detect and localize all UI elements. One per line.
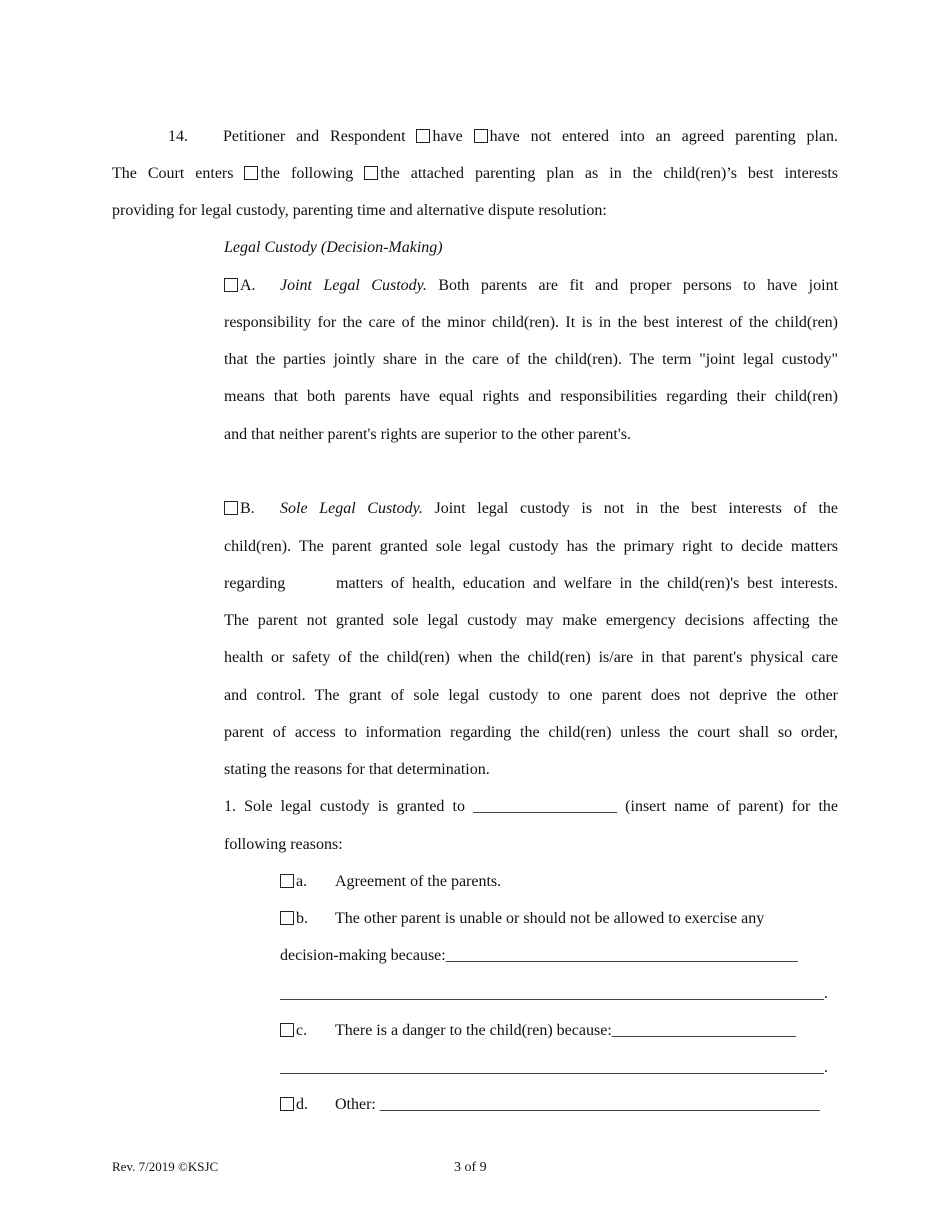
para14-line2: The Court enters the following the attached parenting plan as in the child(ren)’s best interests	[112, 165, 838, 182]
have-checkbox[interactable]	[416, 129, 430, 143]
para14-line3: providing for legal custody, parenting time and alternative dispute resolution:	[112, 202, 607, 219]
reason-c-line2[interactable]: ____________________________________________________________________.	[280, 1059, 828, 1076]
joint-line4: means that both parents have equal rights and responsibilities regarding their child(ren)	[224, 388, 838, 405]
reason-b-line2[interactable]: decision-making because:____________________________________________	[280, 947, 798, 964]
section-heading: Legal Custody (Decision-Making)	[224, 239, 443, 256]
joint-line2: responsibility for the care of the minor child(ren). It is in the best interest of the child(ren)	[224, 314, 838, 331]
joint-title: Joint Legal Custody.	[280, 277, 427, 294]
joint-custody-checkbox[interactable]	[224, 278, 238, 292]
sole-line7: parent of access to information regarding the child(ren) unless the court shall so order,	[224, 724, 838, 741]
sole-line4: The parent not granted sole legal custody may make emergency decisions affecting the	[224, 612, 838, 629]
joint-line3: that the parties jointly share in the care of the child(ren). The term "joint legal custody"	[224, 351, 838, 368]
sole-line8: stating the reasons for that determination.	[224, 761, 490, 778]
reason-a-checkbox[interactable]	[280, 874, 294, 888]
sole-line2: child(ren). The parent granted sole legal custody has the primary right to decide matters	[224, 538, 838, 555]
attached-checkbox[interactable]	[364, 166, 378, 180]
joint-line1: A. Joint Legal Custody. Both parents are fit and proper persons to have joint	[224, 276, 838, 296]
joint-line5: and that neither parent's rights are superior to the other parent's.	[224, 426, 631, 443]
reason-b: b. The other parent is unable or should not be allowed to exercise any	[280, 909, 308, 929]
reason-d: d. Other: _______________________________________________________	[280, 1095, 308, 1115]
item1-line2: following reasons:	[224, 836, 343, 853]
footer-revision: Rev. 7/2019 ©KSJC	[112, 1159, 219, 1174]
following-checkbox[interactable]	[244, 166, 258, 180]
item1-line1: 1. Sole legal custody is granted to __________________ (insert name of parent) for the	[224, 798, 838, 815]
sole-title: Sole Legal Custody.	[280, 500, 423, 517]
reason-b-checkbox[interactable]	[280, 911, 294, 925]
sole-line1: B. Sole Legal Custody. Joint legal custody is not in the best interests of the	[224, 499, 838, 519]
para14-line1: 14. Petitioner and Respondent have have not entered into an agreed parenting plan.	[168, 128, 838, 145]
footer-page-number: 3 of 9	[454, 1160, 487, 1175]
sole-line6: and control. The grant of sole legal custody to one parent does not deprive the other	[224, 687, 838, 704]
para14-number: 14.	[168, 128, 188, 145]
sole-custody-checkbox[interactable]	[224, 501, 238, 515]
reason-c: c. There is a danger to the child(ren) because:_______________________	[280, 1021, 307, 1041]
sole-line5: health or safety of the child(ren) when the child(ren) is/are in that parent's physical care	[224, 649, 838, 666]
have-not-checkbox[interactable]	[474, 129, 488, 143]
reason-c-checkbox[interactable]	[280, 1023, 294, 1037]
reason-d-checkbox[interactable]	[280, 1097, 294, 1111]
reason-a: a. Agreement of the parents.	[280, 872, 307, 892]
sole-line3: regarding matters of health, education and welfare in the child(ren)'s best interests.	[224, 575, 838, 592]
reason-b-line3[interactable]: ____________________________________________________________________.	[280, 985, 828, 1002]
